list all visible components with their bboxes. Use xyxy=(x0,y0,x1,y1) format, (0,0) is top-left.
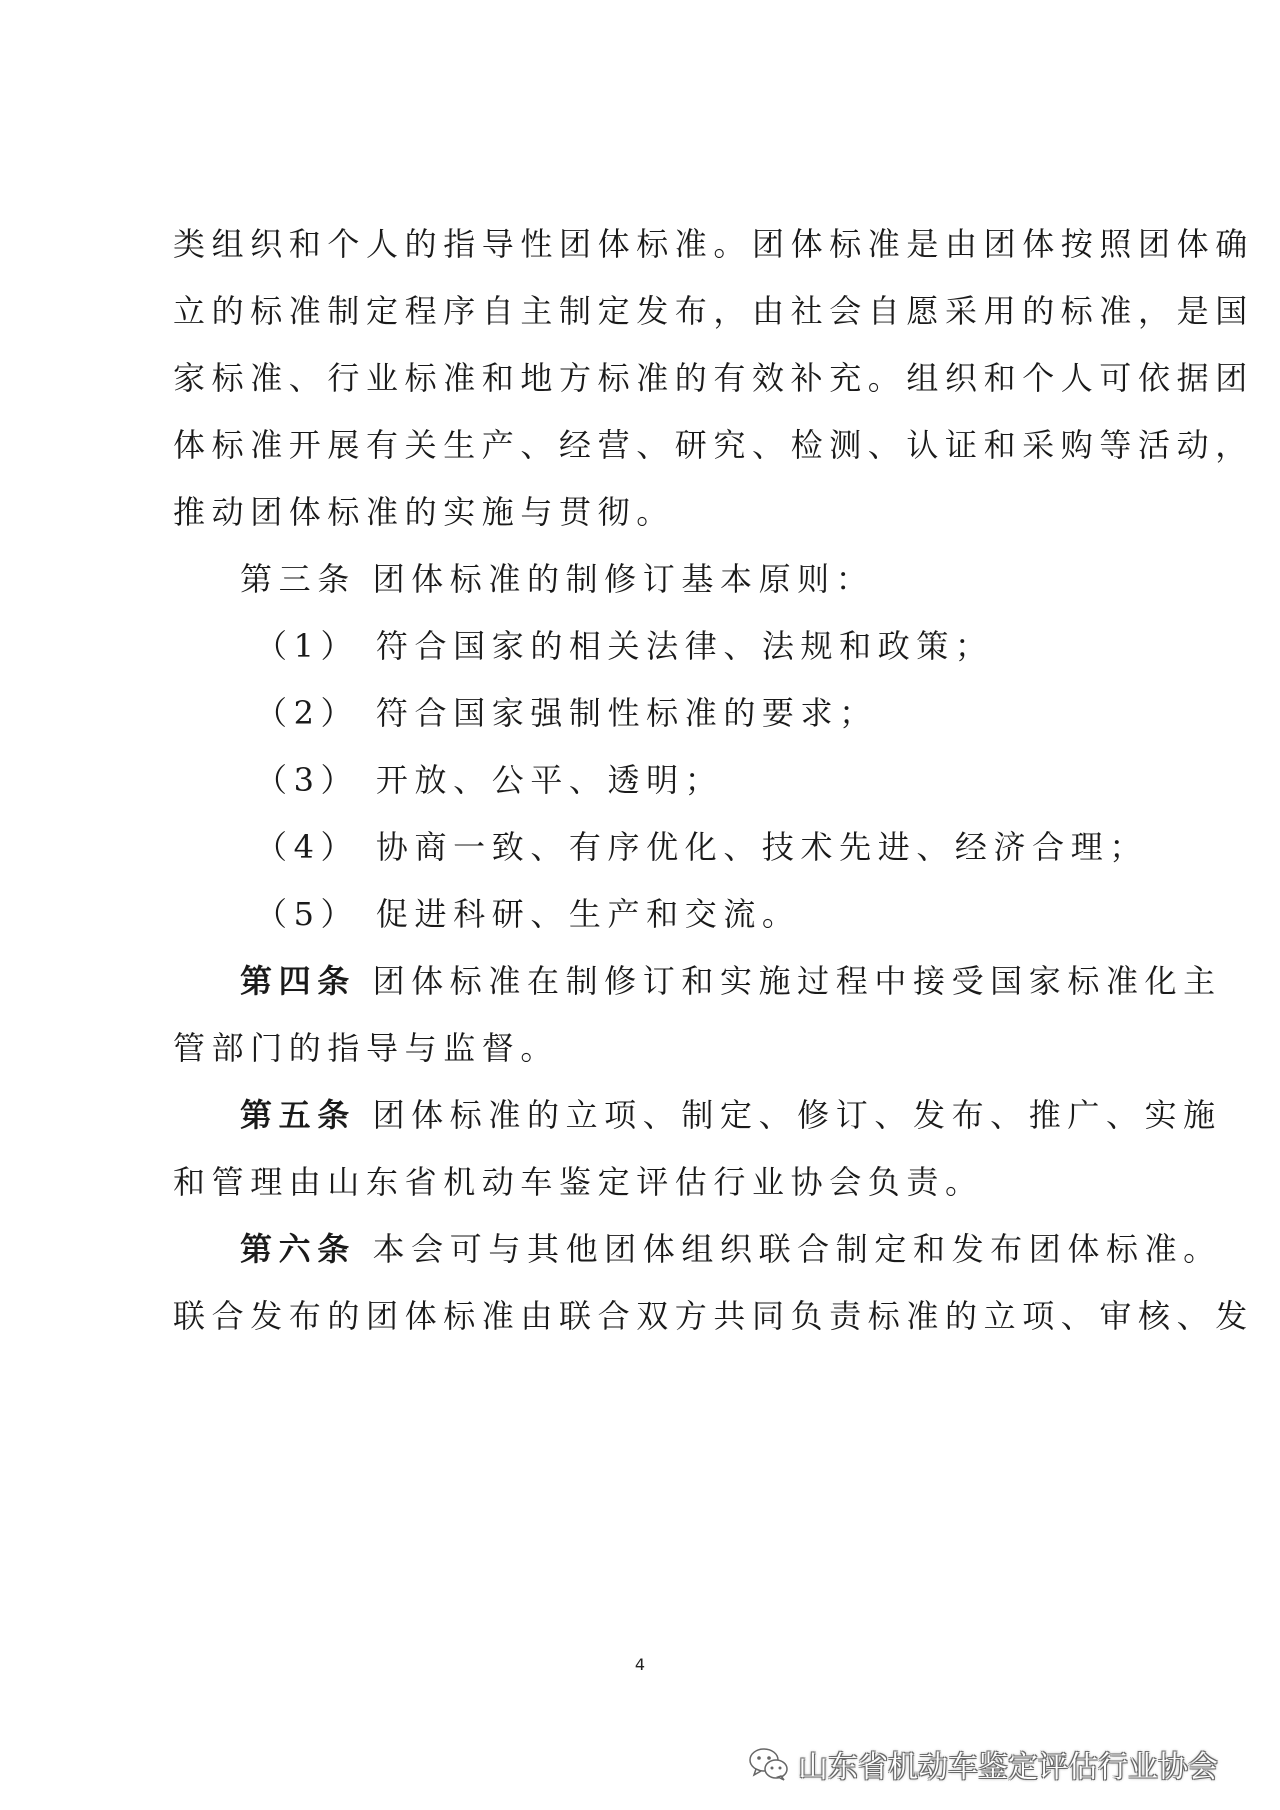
article-6-lead: 第六条 xyxy=(240,1230,356,1268)
article-4-line-1 xyxy=(240,961,1222,1001)
article-5-line-1 xyxy=(240,1095,1222,1135)
article-4-line-2: 管部门的指导与监督。 xyxy=(173,1029,560,1067)
article-5-lead: 第五条 xyxy=(240,1096,356,1134)
body-line-4: 体标准开展有关生产、经营、研究、检测、认证和采购等活动， xyxy=(173,426,1254,464)
page-number: 4 xyxy=(634,1655,646,1674)
article-5-line-2: 和管理由山东省机动车鉴定评估行业协会负责。 xyxy=(173,1163,984,1201)
article-3-heading xyxy=(240,559,874,599)
wechat-watermark xyxy=(748,1742,1218,1786)
article-3-text: 团体标准的制修订基本原则： xyxy=(355,560,875,598)
principle-item-2: （2） 符合国家强制性标准的要求； xyxy=(255,694,878,732)
body-line-2: 立的标准制定程序自主制定发布，由社会自愿采用的标准，是国 xyxy=(173,292,1254,330)
article-5-text: 团体标准的立项、制定、修订、发布、推广、实施 xyxy=(355,1096,1222,1134)
article-4-lead: 第四条 xyxy=(240,962,356,1000)
principle-item-5: （5） 促进科研、生产和交流。 xyxy=(255,895,801,933)
principle-item-4: （4） 协商一致、有序优化、技术先进、经济合理； xyxy=(255,828,1148,866)
wechat-icon xyxy=(748,1746,790,1782)
watermark-text: 山东省机动车鉴定评估行业协会 xyxy=(798,1750,1218,1785)
body-line-3: 家标准、行业标准和地方标准的有效补充。组织和个人可依据团 xyxy=(173,359,1254,397)
article-6-line-1 xyxy=(240,1229,1222,1269)
principle-item-3: （3） 开放、公平、透明； xyxy=(255,761,724,799)
article-3-lead: 第三条 xyxy=(240,560,356,598)
principle-item-1: （1） 符合国家的相关法律、法规和政策； xyxy=(255,627,994,665)
article-4-text: 团体标准在制修订和实施过程中接受国家标准化主 xyxy=(355,962,1222,1000)
article-6-text: 本会可与其他团体组织联合制定和发布团体标准。 xyxy=(355,1230,1222,1268)
body-line-5: 推动团体标准的实施与贯彻。 xyxy=(173,493,675,531)
article-6-line-2: 联合发布的团体标准由联合双方共同负责标准的立项、审核、发 xyxy=(173,1297,1254,1335)
body-line-1: 类组织和个人的指导性团体标准。团体标准是由团体按照团体确 xyxy=(173,225,1254,263)
